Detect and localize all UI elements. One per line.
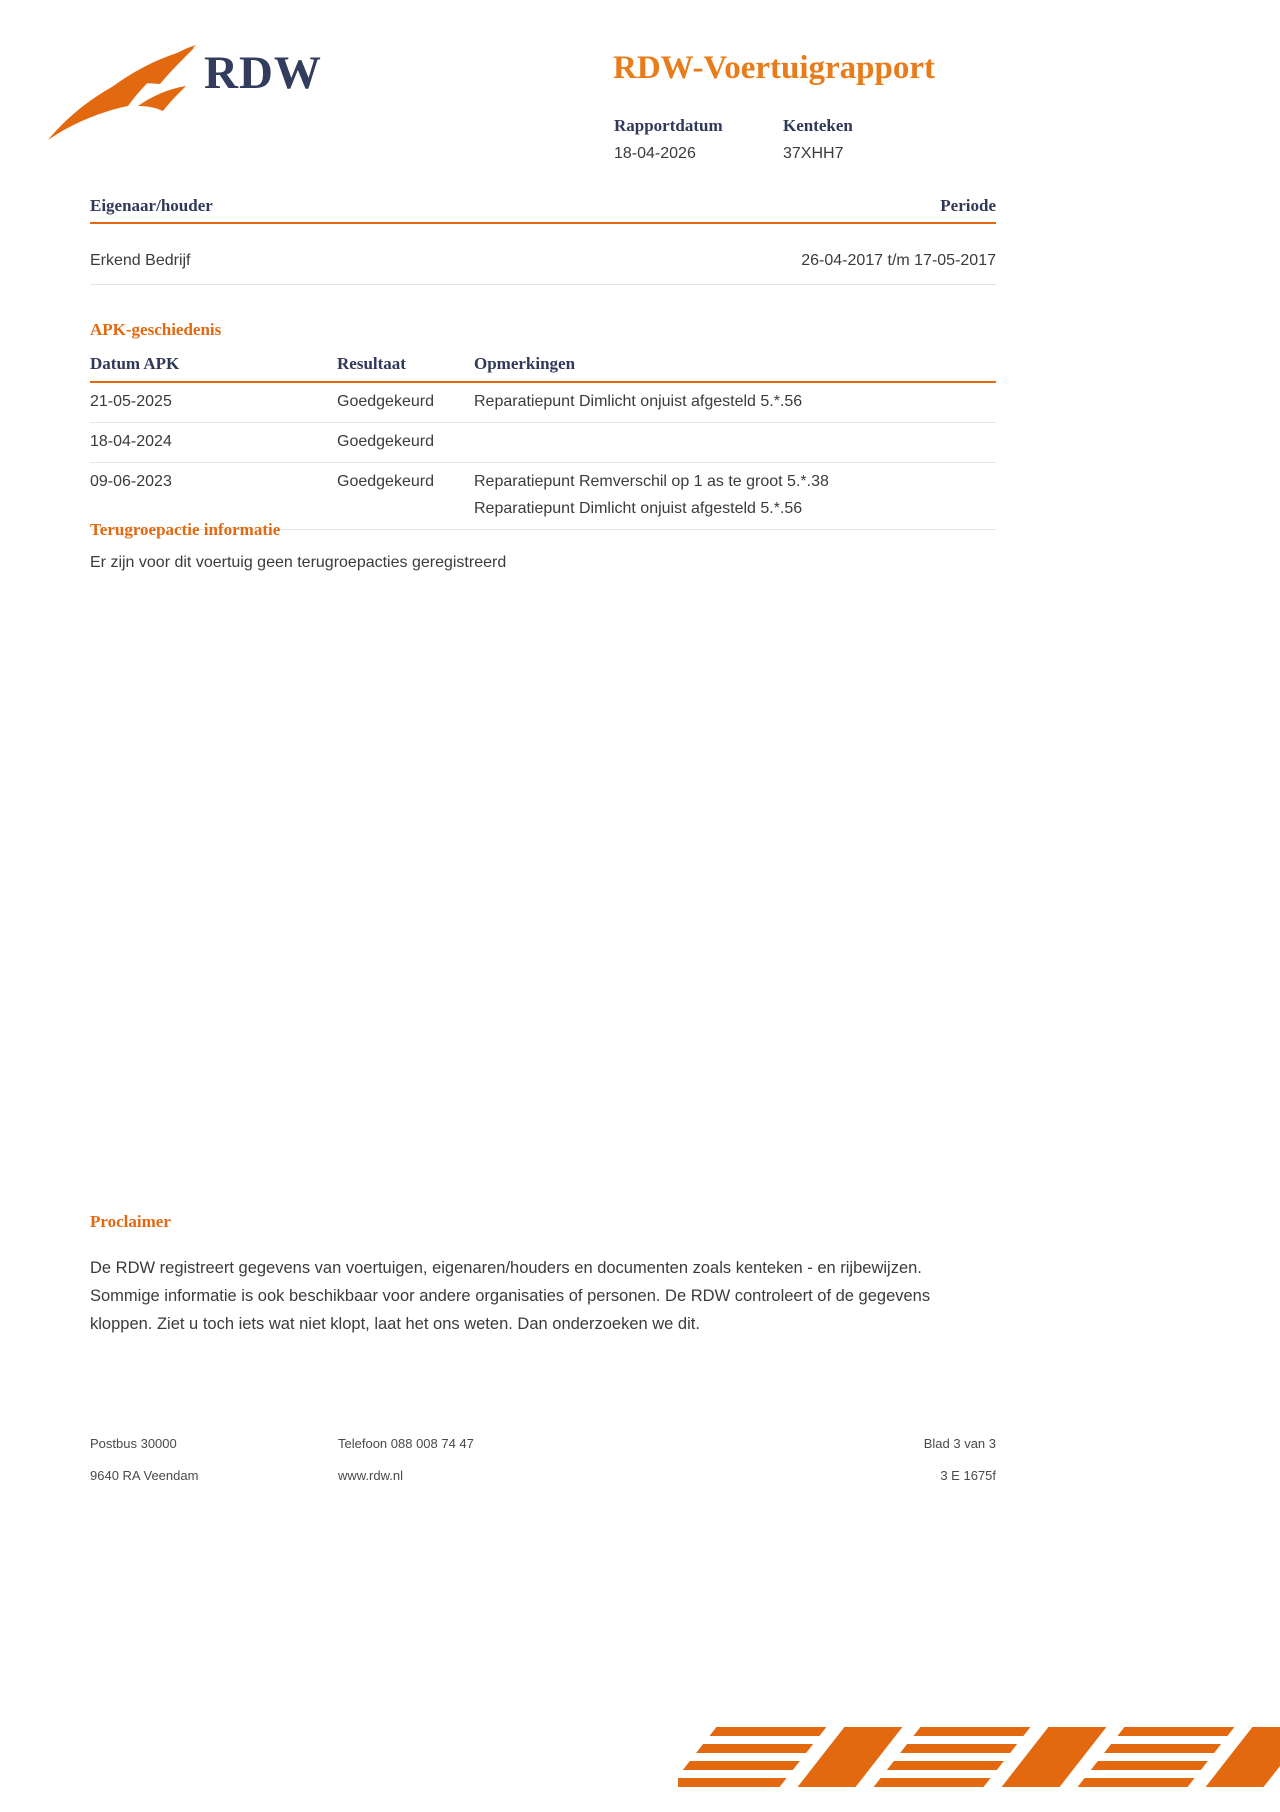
apk-remark-line: Reparatiepunt Dimlicht onjuist afgesteld 5.*.56 (474, 393, 803, 410)
table-row (90, 423, 996, 463)
tire-tracks-decoration (678, 1725, 1280, 1808)
tire-tracks-icon (678, 1725, 1280, 1803)
apk-remarks (474, 388, 996, 415)
apk-section-heading: APK-geschiedenis (90, 320, 222, 339)
footer-website: www.rdw.nl (338, 1468, 404, 1483)
rdw-swoosh-icon (46, 40, 196, 145)
apk-table-header-row (90, 354, 996, 383)
license-plate-label: Kenteken (783, 116, 853, 135)
apk-history-section (90, 320, 996, 530)
footer-phone: Telefoon 088 008 74 47 (338, 1436, 474, 1451)
report-date-block (614, 116, 783, 163)
license-plate-value: 37XHH7 (783, 145, 844, 162)
owner-name: Erkend Bedrijf (90, 252, 191, 269)
owner-value-row (90, 224, 996, 285)
report-date-value: 18-04-2026 (614, 145, 696, 162)
footer-address-line1: Postbus 30000 (90, 1436, 177, 1451)
rdw-logo-text: RDW (204, 47, 322, 99)
apk-result: Goedgekeurd (337, 473, 434, 490)
footer-row (90, 1468, 996, 1483)
apk-result: Goedgekeurd (337, 393, 434, 410)
document-title: RDW-Voertuigrapport (613, 50, 936, 86)
proclaimer-text: De RDW registreert gegevens van voertuigen, eigenaren/houders en documenten zoals kenteken - en rijbewijzen. Sommige informatie is ook beschikbaar voor andere organisaties of personen. De RDW controleert of de gegevens kloppen. Ziet u toch iets wat niet klopt, laat het ons weten. Dan onderzoeken we dit. (90, 1259, 931, 1333)
column-header-resultaat: Resultaat (337, 354, 406, 373)
report-meta (614, 116, 853, 163)
rdw-logo (46, 40, 322, 145)
periode-heading: Periode (940, 196, 996, 215)
footer-form-code: 3 E 1675f (940, 1468, 996, 1483)
apk-date: 18-04-2024 (90, 433, 172, 450)
page-footer (90, 1436, 996, 1500)
proclaimer-heading: Proclaimer (90, 1212, 171, 1231)
report-date-label: Rapportdatum (614, 116, 723, 135)
apk-date: 21-05-2025 (90, 393, 172, 410)
periode-value: 26-04-2017 t/m 17-05-2017 (801, 252, 996, 269)
column-header-opmerkingen: Opmerkingen (474, 354, 576, 373)
column-header-datum: Datum APK (90, 354, 180, 373)
recall-info-section (90, 520, 996, 572)
apk-result: Goedgekeurd (337, 433, 434, 450)
table-row (90, 383, 996, 423)
footer-row (90, 1436, 996, 1451)
license-plate-block (783, 116, 853, 163)
apk-remark-line: Reparatiepunt Dimlicht onjuist afgesteld 5.*.56 (474, 500, 803, 517)
footer-page-indicator: Blad 3 van 3 (923, 1436, 996, 1451)
recall-section-heading: Terugroepactie informatie (90, 520, 281, 539)
apk-history-table (90, 354, 996, 530)
owner-section-header (90, 196, 996, 224)
owner-heading: Eigenaar/houder (90, 196, 213, 215)
apk-date: 09-06-2023 (90, 473, 172, 490)
owner-section (90, 196, 996, 285)
apk-remarks (474, 468, 996, 522)
footer-address-line2: 9640 RA Veendam (90, 1468, 199, 1483)
proclaimer-section (90, 1212, 996, 1338)
apk-remark-line: Reparatiepunt Remverschil op 1 as te groot 5.*.38 (474, 473, 829, 490)
apk-remarks (474, 428, 996, 455)
recall-info-text: Er zijn voor dit voertuig geen terugroepacties geregistreerd (90, 554, 507, 571)
